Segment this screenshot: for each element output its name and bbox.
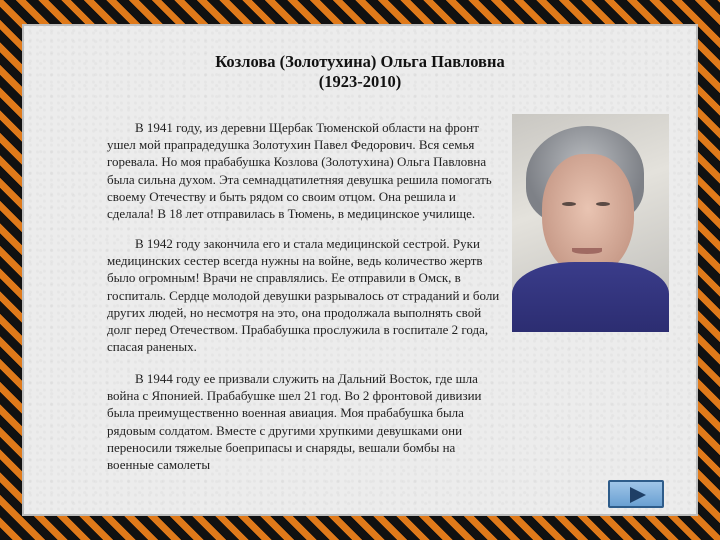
paragraph-1-text: В 1941 году, из деревни Щербак Тюменской области на фронт ушел мой прапрадедушка Золотухин Павел Федорович. Вся семья горевала. Но моя прабабушка Козлова (Золотухина) Ольга Павловна была сильна духом. Эта семнадцатилетняя девушка решила помогать своему Отечеству и быть рядом со своим отцом. Она решила и сделала! В 18 лет отправилась в Тюмень, в медицинское училище. (107, 120, 492, 222)
next-arrow-icon (630, 487, 646, 503)
portrait-eye-left (562, 202, 576, 206)
slide-title-name: Козлова (Золотухина) Ольга Павловна (215, 52, 505, 71)
portrait-photo (512, 114, 669, 332)
next-slide-button[interactable] (608, 480, 664, 508)
slide-title-years: (1923-2010) (318, 72, 402, 91)
portrait-dress (512, 262, 669, 332)
slide-panel (22, 24, 698, 516)
biography-paragraph-2 (107, 235, 502, 355)
portrait-face (542, 154, 634, 276)
paragraph-3-text: В 1944 году ее призвали служить на Дальний Восток, где шла война с Японией. Прабабушке шел 21 год. Во 2 фронтовой дивизии была преимущественно военная авиация. Моя прабабушка была рядовым солдатом. Вместе с другими хрупкими девушками они переносили тяжелые боеприпасы и снаряды, вешали бомбы на военные самолеты (107, 371, 482, 473)
portrait-eye-right (596, 202, 610, 206)
biography-paragraph-3 (107, 370, 502, 473)
biography-paragraph-1 (107, 119, 502, 222)
portrait-mouth (572, 248, 602, 254)
paragraph-2-text: В 1942 году закончила его и стала медицинской сестрой. Руки медицинских сестер всегда нужны на войне, ведь количество жертв было огромным! Врачи не справлялись. Ее отправили в Омск, в госпиталь. Сердце молодой девушки разрывалось от страданий и боли других людей, но несмотря на это, она продолжала выполнять свой долг перед Отечеством. Прабабушка прослужила в госпитале 2 года, спасая раненых. (107, 236, 500, 355)
